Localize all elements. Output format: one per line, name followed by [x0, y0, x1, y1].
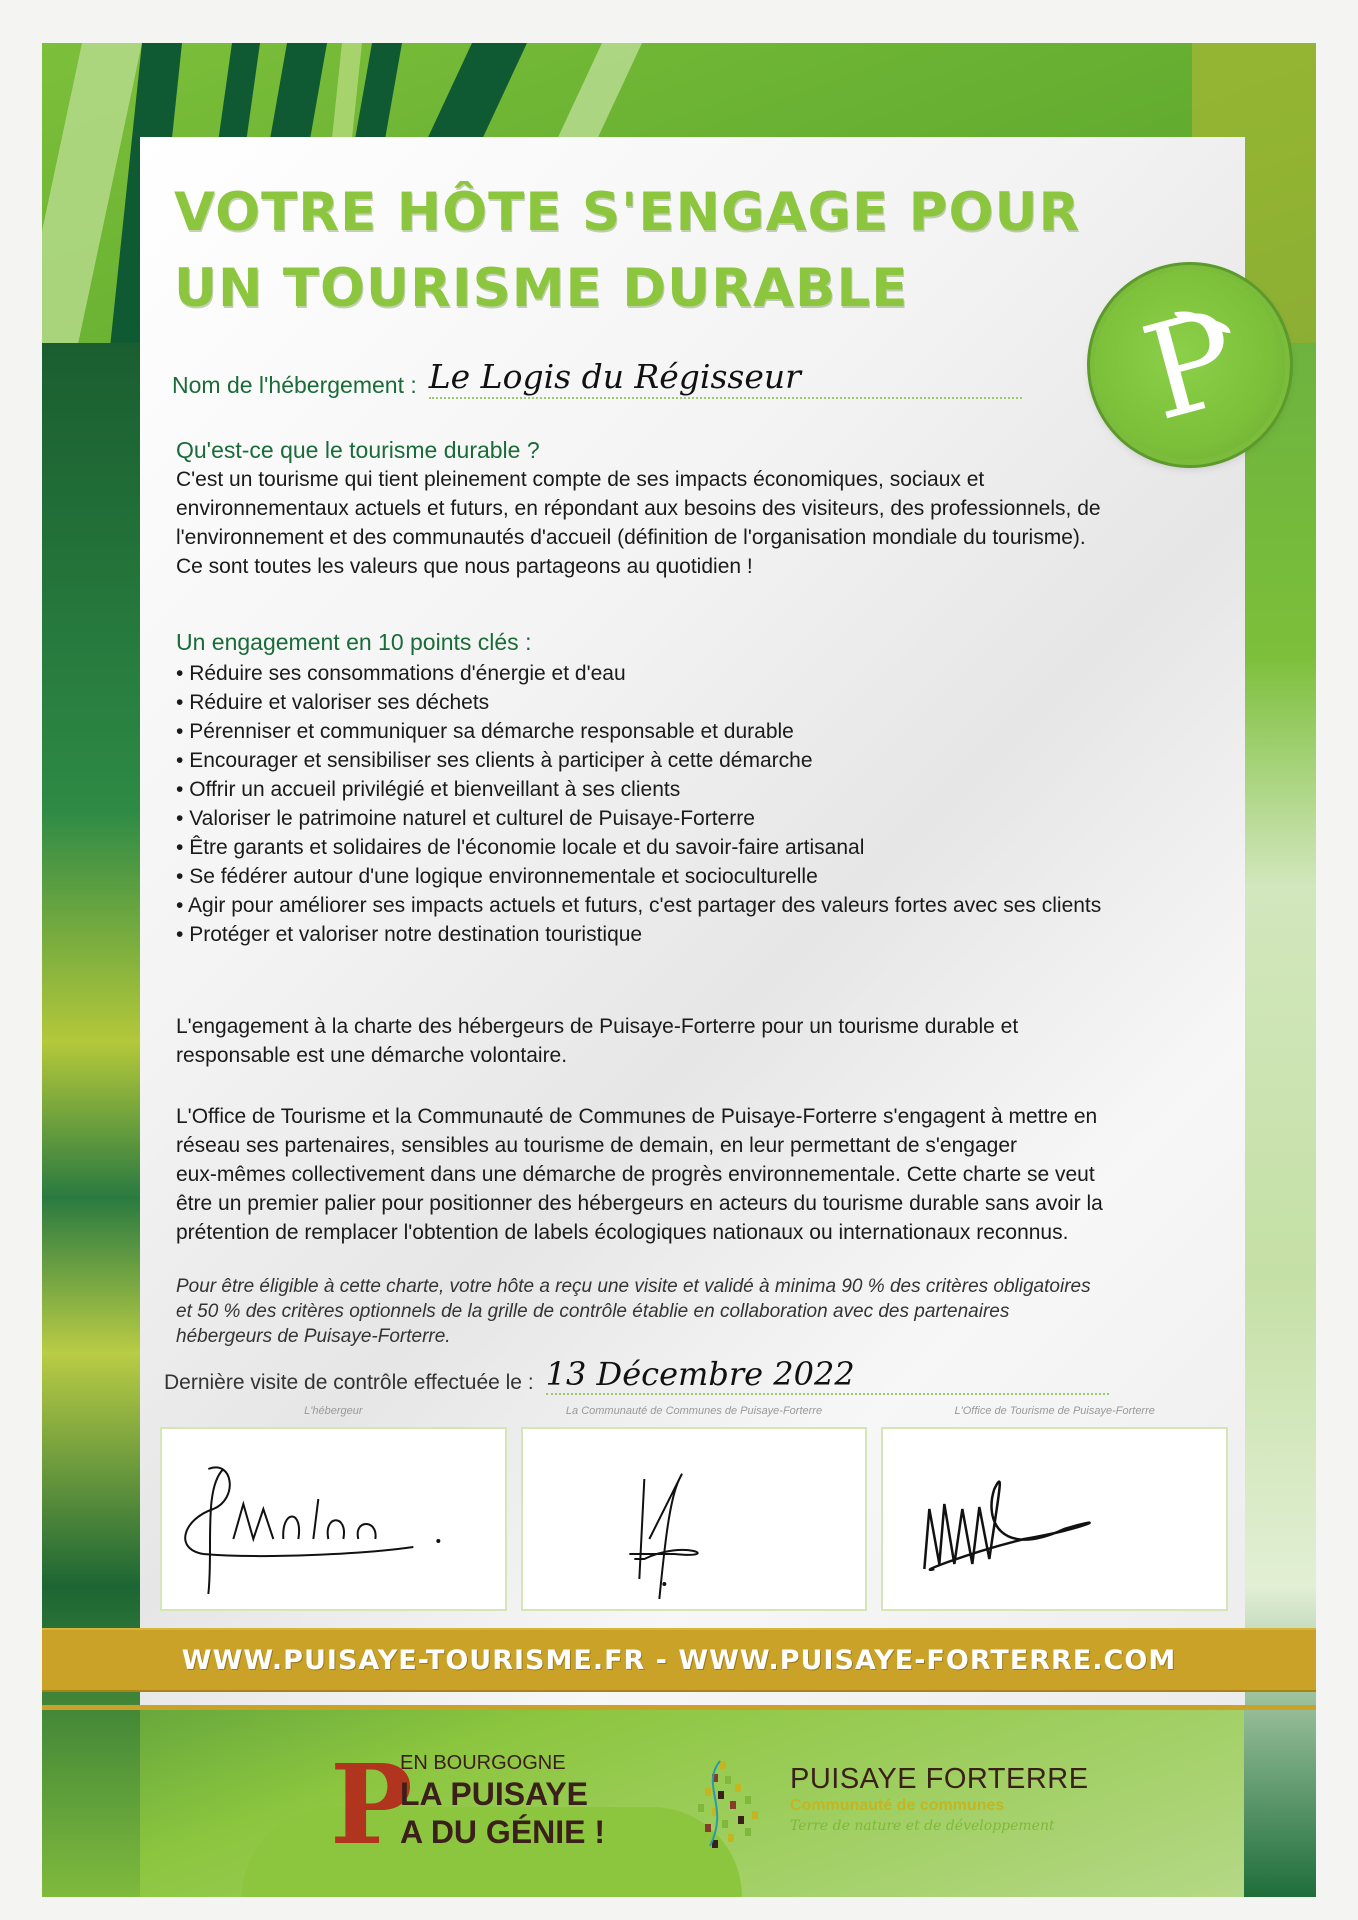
- text-line: Pour être éligible à cette charte, votre hôte a reçu une visite et validé à minima 90 % des critères obligatoires: [176, 1276, 1091, 1297]
- footer-url-band: [42, 1628, 1316, 1692]
- la-puisaye-a-du-genie-logo: [330, 1740, 630, 1869]
- signature-boxes: [160, 1427, 1228, 1611]
- list-item: • Être garants et solidaires de l'économie locale et du savoir-faire artisanal: [176, 833, 1101, 862]
- title-line-2: UN TOURISME DURABLE: [174, 258, 909, 319]
- last-visit-date-field: 13 Décembre 2022: [546, 1355, 1109, 1395]
- list-item: • Encourager et sensibiliser ses clients à participer à cette démarche: [176, 746, 1101, 775]
- signature-caption-tourism-office: L'Office de Tourisme de Puisaye-Forterre: [954, 1405, 1155, 1417]
- text-line: eux-mêmes collectivement dans une démarche de progrès environnementale. Cette charte se veut: [176, 1163, 1095, 1186]
- text-line: et 50 % des critères optionnels de la grille de contrôle établie en collaboration avec des partenaires: [176, 1301, 1010, 1322]
- section-heading-engagement: Un engagement en 10 points clés :: [176, 629, 532, 655]
- signature-caption-host: L'hébergeur: [304, 1405, 363, 1417]
- list-item: • Valoriser le patrimoine naturel et culturel de Puisaye-Forterre: [176, 804, 1101, 833]
- section-heading-what-is: Qu'est-ce que le tourisme durable ?: [176, 437, 540, 463]
- logo-text: [790, 1762, 1089, 1836]
- signature-caption-community: La Communauté de Communes de Puisaye-Forterre: [565, 1405, 823, 1417]
- charter-card: [140, 137, 1253, 1710]
- p-logo-icon: P: [1128, 280, 1253, 451]
- logo-line: Terre de nature et de développement: [790, 1818, 1055, 1834]
- definition-paragraph: [176, 465, 1246, 581]
- accommodation-label: Nom de l'hébergement :: [172, 372, 417, 398]
- list-item: • Réduire et valoriser ses déchets: [176, 688, 1101, 717]
- text-line: C'est un tourisme qui tient pleinement compte de ses impacts économiques, sociaux et: [176, 468, 985, 491]
- logo-line: LA PUISAYE: [400, 1776, 588, 1812]
- p-logo-icon: P: [330, 1740, 413, 1869]
- list-item: • Agir pour améliorer ses impacts actuels et futurs, c'est partager des valeurs fortes avec ses clients: [176, 891, 1101, 920]
- text-line: L'Office de Tourisme et la Communauté de Communes de Puisaye-Forterre s'engagent à mettre en: [176, 1105, 1098, 1128]
- text-line: Ce sont toutes les valeurs que nous partageons au quotidien !: [176, 555, 753, 578]
- puisaye-forterre-logo: [690, 1748, 1090, 1868]
- office-paragraph: [176, 1102, 1246, 1247]
- territory-map-icon: [690, 1756, 770, 1856]
- logo-line: A DU GÉNIE !: [400, 1814, 606, 1850]
- list-item: • Offrir un accueil privilégié et bienveillant à ses clients: [176, 775, 1101, 804]
- signature-tourism-office-icon: [883, 1429, 1226, 1609]
- last-visit-row: [164, 1355, 1109, 1395]
- logo-line: EN BOURGOGNE: [400, 1752, 566, 1774]
- list-item: • Protéger et valoriser notre destination touristique: [176, 920, 1101, 949]
- puisaye-badge: [1095, 270, 1285, 460]
- text-line: l'environnement et des communautés d'accueil (définition de l'organisation mondiale du tourisme).: [176, 526, 1086, 549]
- signature-box-host: [160, 1427, 507, 1611]
- footer-urls: WWW.PUISAYE-TOURISME.FR - WWW.PUISAYE-FORTERRE.COM: [181, 1644, 1177, 1676]
- last-visit-label: Dernière visite de contrôle effectuée le :: [164, 1371, 534, 1394]
- signature-box-tourism-office: [881, 1427, 1228, 1611]
- text-line: L'engagement à la charte des hébergeurs de Puisaye-Forterre pour un tourisme durable et: [176, 1015, 1019, 1038]
- engagement-list: [176, 659, 1101, 949]
- page-title: [174, 175, 1080, 327]
- text-line: responsable est une démarche volontaire.: [176, 1044, 568, 1067]
- logo-text: [400, 1751, 605, 1851]
- title-line-1: VOTRE HÔTE S'ENGAGE POUR: [174, 182, 1081, 243]
- list-item: • Réduire ses consommations d'énergie et d'eau: [176, 659, 1101, 688]
- accommodation-name-row: [172, 357, 1022, 399]
- signature-host-icon: [162, 1429, 505, 1609]
- signature-community-icon: [523, 1429, 866, 1609]
- logo-line: PUISAYE FORTERRE: [790, 1763, 1089, 1795]
- text-line: être un premier palier pour positionner des hébergeurs en acteurs du tourisme durable sans avoir la: [176, 1192, 1103, 1215]
- text-line: environnementaux actuels et futurs, en répondant aux besoins des visiteurs, des professionnels, de: [176, 497, 1101, 520]
- signature-captions: [160, 1405, 1228, 1417]
- text-line: réseau ses partenaires, sensibles au tourisme de demain, en leur permettant de s'engager: [176, 1134, 1017, 1157]
- list-item: • Se fédérer autour d'une logique environnementale et socioculturelle: [176, 862, 1101, 891]
- logo-line: Communauté de communes: [790, 1797, 1005, 1814]
- text-line: prétention de remplacer l'obtention de labels écologiques nationaux ou internationaux reconnus.: [176, 1221, 1069, 1244]
- gold-divider-line: [42, 1705, 1316, 1710]
- voluntary-paragraph: [176, 1012, 1246, 1070]
- text-line: hébergeurs de Puisaye-Forterre.: [176, 1326, 451, 1347]
- eligibility-note: [176, 1274, 1246, 1349]
- signature-box-community: [521, 1427, 868, 1611]
- list-item: • Pérenniser et communiquer sa démarche responsable et durable: [176, 717, 1101, 746]
- accommodation-name-field: Le Logis du Régisseur: [429, 357, 1022, 399]
